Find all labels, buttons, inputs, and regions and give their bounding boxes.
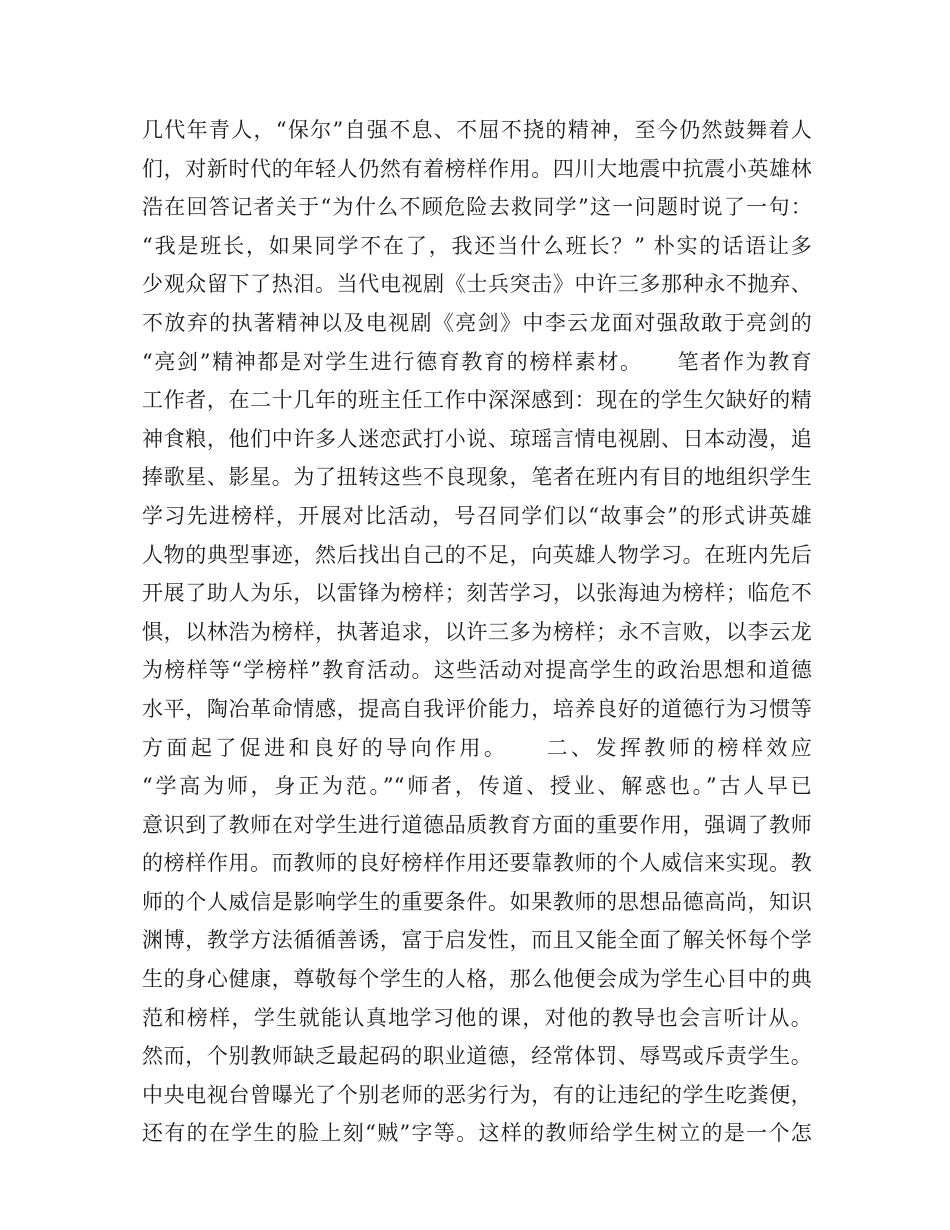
text-line-18: “学高为师，身正为范。”“师者，传道、授业、解惑也。”古人早已 [142, 774, 812, 799]
text-line-14: 惧，以林浩为榜样，执著追求，以许三多为榜样；永不言败，以李云龙 [142, 619, 812, 644]
text-line-9: 神食粮，他们中许多人迷恋武打小说、琼瑶言情电视剧、日本动漫，追 [142, 426, 812, 451]
text-line-3: 浩在回答记者关于“为什么不顾危险去救同学”这一问题时说了一句： [142, 195, 812, 220]
text-line-19: 意识到了教师在对学生进行道德品质教育方面的重要作用，强调了教师 [142, 812, 812, 837]
text-line-20: 的榜样作用。而教师的良好榜样作用还要靠教师的个人威信来实现。教 [142, 851, 812, 876]
text-line-4: “我是班长，如果同学不在了，我还当什么班长？” 朴实的话语让多 [142, 233, 812, 258]
text-line-27: 还有的在学生的脸上刻“贼”字等。这样的教师给学生树立的是一个怎 [142, 1121, 812, 1146]
text-line-25: 然而，个别教师缺乏最起码的职业道德，经常体罚、辱骂或斥责学生。 [142, 1044, 812, 1069]
text-line-1: 几代年青人，“保尔”自强不息、不屈不挠的精神，至今仍然鼓舞着人 [142, 118, 812, 142]
text-line-24: 范和榜样，学生就能认真地学习他的课，对他的教导也会言听计从。 [142, 1005, 812, 1030]
text-line-2: 们，对新时代的年轻人仍然有着榜样作用。四川大地震中抗震小英雄林 [142, 156, 812, 181]
text-line-22: 渊博，教学方法循循善诱，富于启发性，而且又能全面了解关怀每个学 [142, 928, 812, 953]
body-text [142, 111, 855, 1153]
text-line-11: 学习先进榜样，开展对比活动，号召同学们以“故事会”的形式讲英雄 [142, 503, 812, 528]
text-line-12: 人物的典型事迹，然后找出自己的不足，向英雄人物学习。在班内先后 [142, 542, 812, 567]
text-line-10: 捧歌星、影星。为了扭转这些不良现象，笔者在班内有目的地组织学生 [142, 465, 812, 490]
text-line-8: 工作者，在二十几年的班主任工作中深深感到：现在的学生欠缺好的精 [142, 388, 812, 413]
text-line-21: 师的个人威信是影响学生的重要条件。如果教师的思想品德高尚，知识 [142, 889, 812, 914]
text-line-15: 为榜样等“学榜样”教育活动。这些活动对提高学生的政治思想和道德 [142, 658, 812, 683]
text-line-26: 中央电视台曾曝光了个别老师的恶劣行为，有的让违纪的学生吃粪便， [142, 1082, 812, 1107]
text-line-17: 方面起了促进和良好的导向作用。 二、发挥教师的榜样效应 [142, 735, 855, 760]
text-line-6: 不放弃的执著精神以及电视剧《亮剑》中李云龙面对强敌敢于亮剑的 [142, 310, 812, 335]
text-line-23: 生的身心健康，尊敬每个学生的人格，那么他便会成为学生心目中的典 [142, 967, 812, 992]
text-line-5: 少观众留下了热泪。当代电视剧《士兵突击》中许三多那种永不抛弃、 [142, 272, 812, 297]
text-line-16: 水平，陶冶革命情感，提高自我评价能力，培养良好的道德行为习惯等 [142, 696, 812, 721]
text-line-7: “亮剑”精神都是对学生进行德育教育的榜样素材。 笔者作为教育 [142, 349, 812, 374]
text-line-13: 开展了助人为乐，以雷锋为榜样；刻苦学习，以张海迪为榜样；临危不 [142, 581, 812, 606]
